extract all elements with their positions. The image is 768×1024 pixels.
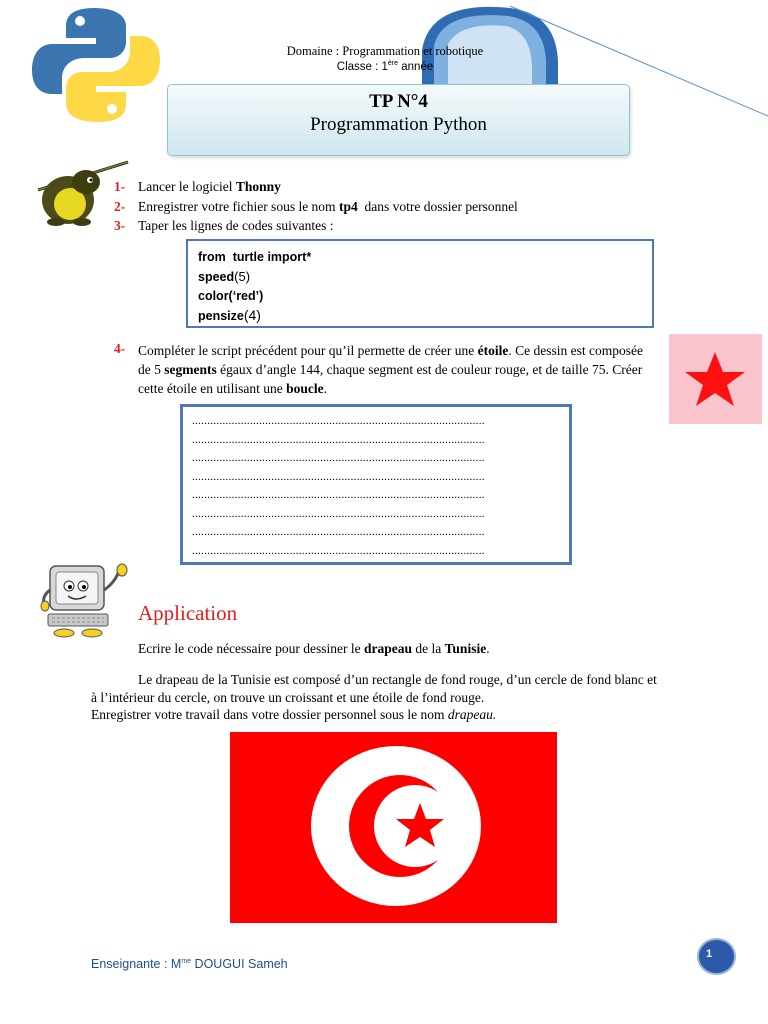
desc-paragraph: Le drapeau de la Tunisie est composé d’un rectangle de fond rouge, d’un cercle de fond blanc et à l’intérieur du cercle, on trouve un croissant et une étoile de fond rouge. [91,672,657,705]
step4-bold: segments [164,362,217,377]
star-icon [669,334,762,424]
step-text: Lancer le logiciel [138,179,236,194]
step4-bold: boucle [286,381,324,396]
step-bold: tp4 [338,199,358,214]
class-prefix: Classe : 1 [336,60,388,73]
step4-part: . Ce dessin est composée de 5 [138,343,643,377]
class-suffix: année [398,60,434,73]
code-arg: (4) [243,307,261,323]
class-superscript: ère [387,60,399,67]
step4-part: égaux d’angle 144, chaque segment est de couleur rouge, et de taille 75. Créer cette étoile en utilisant une [138,362,643,396]
title-box [167,84,630,156]
app-bold: drapeau [364,641,413,656]
code-line [198,248,652,267]
application-description [91,671,661,724]
code-keyword: speed [198,270,235,284]
step-4-text [138,341,658,398]
answer-line: ................................................................................................ [192,489,485,501]
code-line [198,267,652,287]
footer-sup: me [181,957,192,965]
step-text: Enregistrer votre fichier sous le nom [138,199,339,214]
answer-line: ................................................................................................ [192,470,485,483]
app-part: Ecrire le code nécessaire pour dessiner le [138,641,365,656]
step-text: Taper les lignes de codes suivantes : [138,218,334,233]
desc-save-line [91,706,661,724]
app-part: . [486,641,490,656]
answer-line: ................................................................................................ [192,507,485,520]
footer-name: DOUGUI Sameh [191,957,288,971]
step-number: 4- [114,341,126,356]
desc-italic: drapeau. [447,707,497,722]
footer-prefix: Enseignante : M [91,957,182,971]
code-line [198,287,652,306]
code-line [198,306,652,326]
tp-number: TP N°4 [369,91,428,112]
answer-line: ................................................................................................ [192,433,485,446]
step-2 [114,199,518,215]
code-keyword: color(‘red’) [198,289,264,303]
step-number: 2- [114,199,126,214]
class-line [235,60,535,73]
step4-part: Compléter le script précédent pour qu’il permette de créer une [138,343,478,358]
computer-mascot-icon [38,560,130,640]
star-card [669,334,762,424]
answer-box[interactable] [180,404,572,565]
step-4-number [114,341,138,357]
tp-title: Programmation Python [310,114,487,135]
answer-line: ................................................................................................ [192,544,485,557]
domain-line: Domaine : Programmation et robotique [286,44,484,58]
step-1 [114,179,281,195]
code-box [186,239,654,328]
answer-line: ................................................................................................ [192,526,485,538]
step-number: 3- [114,218,126,233]
application-instruction [138,641,658,657]
tunisia-flag [230,732,557,923]
code-keyword: pensize [198,309,244,323]
page-number-badge: 1 [697,938,736,975]
desc-part: Enregistrer votre travail dans votre dossier personnel sous le nom [91,707,448,722]
code-keyword: from turtle import* [198,250,312,264]
footer-teacher [91,957,288,971]
step-text-end: dans votre dossier personnel [357,199,518,214]
application-title: Application [138,601,238,625]
step-number: 1- [114,179,126,194]
python-logo-icon [30,4,162,126]
step4-part: . [323,381,327,396]
app-bold: Tunisie [444,641,487,656]
step-bold: Thonny [235,179,281,194]
app-part: de la [412,641,445,656]
answer-line: ................................................................................................ [192,452,485,464]
step-3 [114,218,334,234]
code-arg: (5) [234,269,251,284]
answer-line: ................................................................................................ [192,415,485,427]
step4-bold: étoile [477,343,509,358]
